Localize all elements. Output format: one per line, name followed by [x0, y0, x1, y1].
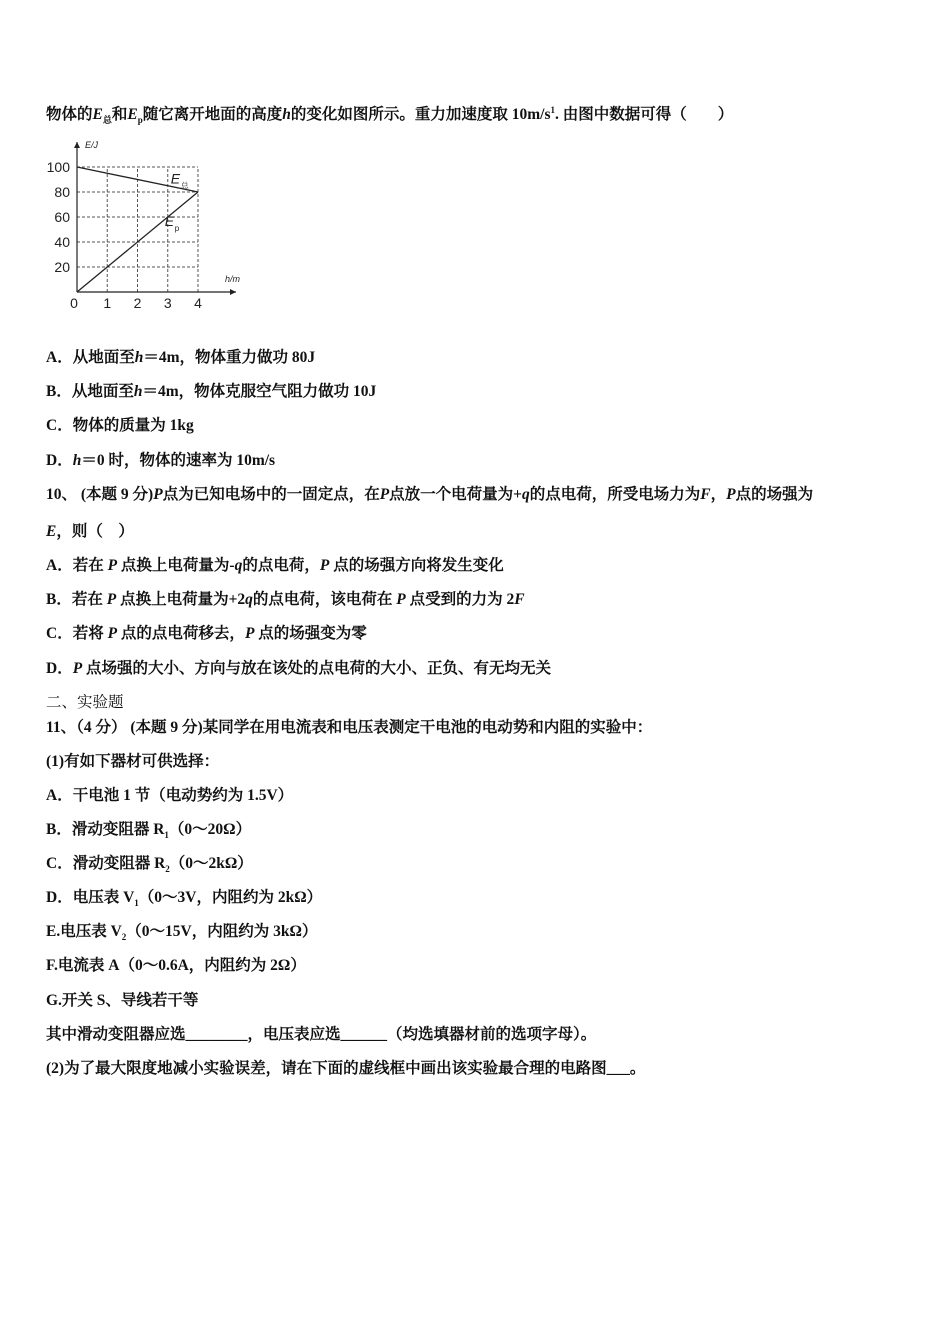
y-tick-label: 20	[54, 259, 70, 275]
y-axis-arrow	[74, 142, 80, 148]
y-tick-label: 80	[54, 184, 70, 200]
q11-item-a: A．干电池 1 节（电动势约为 1.5V）	[46, 787, 294, 804]
q10-option-a: A．若在 P 点换上电荷量为-q的点电荷，P 点的场强方向将发生变化	[46, 557, 504, 574]
q11-item-b: B．滑动变阻器 $R_1(0\sim 20\Omega)$	[46, 821, 252, 841]
q9-option-b: B．从地面至h＝4m，物体克服空气阻力做功 10J	[46, 383, 377, 400]
annotation-e-total-sub: 总	[180, 181, 189, 191]
x-axis-arrow	[230, 289, 236, 295]
annotation-ep-sub: p	[174, 223, 180, 233]
q11-stem: 11、（4 分） (本题 9 分)某同学在用电流表和电压表测定干电池的电动势和内阻的实验中：	[46, 719, 653, 736]
x-axis-label: h/m	[225, 274, 241, 284]
q10-option-d: D．P 点场强的大小、方向与放在该处的点电荷的大小、正负、有无均无关	[46, 660, 552, 677]
q11-part2: (2)为了最大限度地减小实验误差，请在下面的虚线框中画出该实验最合理的电路图___。	[46, 1060, 646, 1077]
chart-labels	[47, 140, 241, 311]
q11-fill-blank: 其中滑动变阻器应选________，电压表应选______（均选填器材前的选项字母）。	[46, 1026, 597, 1043]
y-axis-label: E/J	[85, 140, 99, 150]
q11-part1: (1)有如下器材可供选择：	[46, 753, 220, 770]
x-tick-label: 4	[194, 295, 202, 311]
x-tick-label: 1	[103, 295, 112, 311]
x-tick-label: 2	[133, 295, 142, 311]
q9-option-c: C．物体的质量为 1kg	[46, 417, 194, 434]
q10-stem-line1: 10、 (本题 9 分)P点为已知电场中的一固定点，在P点放一个电荷量为+q的点电荷，所受电场力为F，P点的场强为	[46, 486, 814, 503]
annotation-e-total: E	[170, 170, 181, 187]
q10-option-b: B．若在 P 点换上电荷量为+2q的点电荷，该电荷在 P 点受到的力为 2F	[46, 591, 525, 608]
y-tick-label: 60	[54, 209, 70, 225]
q10-stem-line2: E，则（ ）	[46, 523, 134, 540]
q11-item-e: E.电压表 $V_2(0\sim 15V$，内阻约为 3kΩ）	[46, 923, 318, 943]
x-tick-label: 3	[163, 295, 172, 311]
section-heading: 二、实验题	[46, 694, 124, 711]
q11-item-g: G.开关 S、导线若干等	[46, 992, 199, 1009]
x-tick-label: 0	[70, 295, 78, 311]
y-tick-label: 100	[46, 159, 70, 175]
q11-item-f: F.电流表 A（0～0.6A，内阻约为 2Ω）	[46, 957, 306, 974]
q9-stem: 物体的$E_总$和$E_p$随它离开地面的高度h的变化如图所示。重力加速度取 $10m/s^1$. 由图中数据可得（ ）	[46, 104, 734, 126]
q11-item-d: D．电压表 $V_1(0\sim 3V$，内阻约为 2kΩ）	[46, 889, 323, 909]
q11-item-c: C．滑动变阻器 $R_2(0\sim 2k\Omega)$	[46, 855, 253, 875]
energy-height-chart	[44, 134, 254, 314]
q9-option-d: D．h＝0 时，物体的速率为 10m/s	[46, 452, 276, 469]
chart-axes	[74, 142, 236, 295]
q9-option-a: A．从地面至h＝4m，物体重力做功 80J	[46, 349, 316, 366]
q10-option-c: C．若将 P 点的点电荷移去，P 点的场强变为零	[46, 625, 367, 642]
y-tick-label: 40	[54, 234, 70, 250]
annotation-ep: E	[164, 212, 175, 229]
